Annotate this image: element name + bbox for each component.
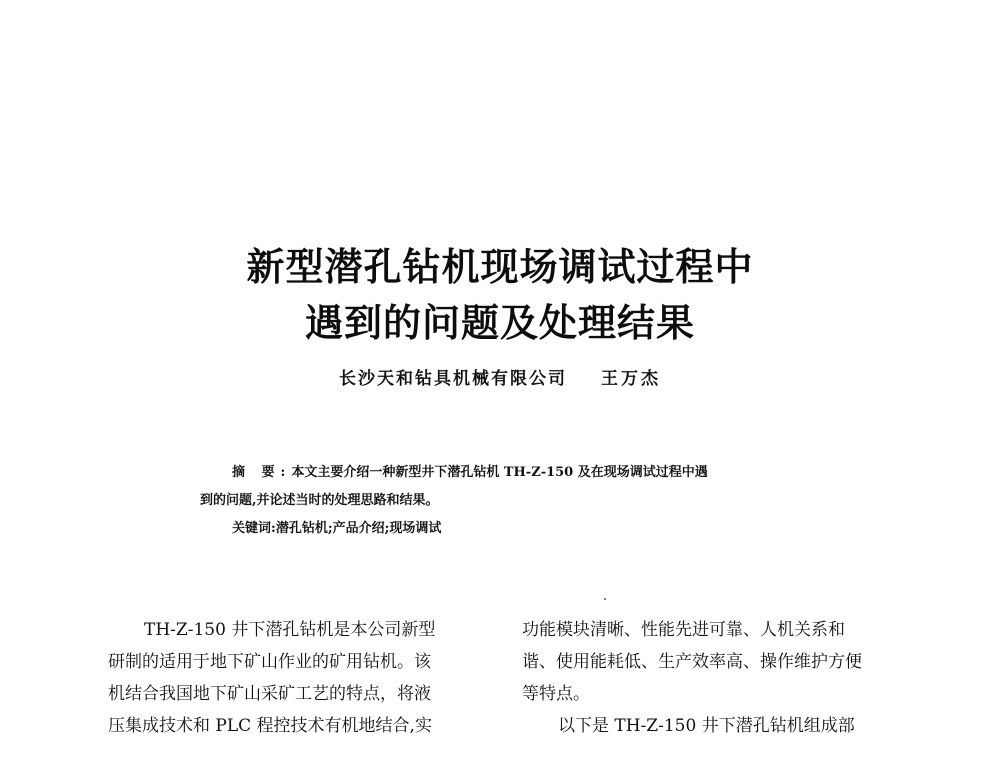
abstract-text-1: 本文主要介绍一种新型井下潜孔钻机 TH-Z-150 及在现场调试过程中遇 xyxy=(291,465,708,480)
body-right-column xyxy=(522,614,908,742)
author-name: 王万杰 xyxy=(600,369,661,389)
body-line: 以下是 TH-Z-150 井下潜孔钻机组成部 xyxy=(558,716,855,736)
body-line: 功能模块清晰、性能先进可靠、人机关系和 xyxy=(522,620,845,640)
abstract-line-2 xyxy=(200,487,820,515)
paper-title-line-1: 新型潜孔钻机现场调试过程中 xyxy=(246,244,754,289)
body-line: TH-Z-150 井下潜孔钻机是本公司新型 xyxy=(144,620,436,640)
body-line: 等特点。 xyxy=(522,684,590,704)
abstract-block xyxy=(200,459,820,543)
body-left-column xyxy=(108,614,494,742)
keywords-text: 潜孔钻机;产品介绍;现场调试 xyxy=(275,521,442,536)
body-line: 研制的适用于地下矿山作业的矿用钻机。该 xyxy=(108,652,431,672)
affiliation: 长沙天和钻具机械有限公司 xyxy=(339,369,568,389)
body-line: 谐、使用能耗低、生产效率高、操作维护方便 xyxy=(522,652,862,672)
paper-title-line-2: 遇到的问题及处理结果 xyxy=(304,300,695,345)
abstract-text-2: 到的问题,并论述当时的处理思路和结果。 xyxy=(200,493,439,508)
keywords-label: 关键词: xyxy=(232,521,276,536)
abstract-label: 摘 要: xyxy=(232,465,292,480)
body-line: 压集成技术和 PLC 程控技术有机地结合,实 xyxy=(108,716,432,736)
body-line: 机结合我国地下矿山采矿工艺的特点，将液 xyxy=(108,684,431,704)
keywords-line xyxy=(200,515,820,543)
byline xyxy=(0,364,1000,389)
abstract-line-1 xyxy=(200,459,820,487)
speck-mark xyxy=(604,598,606,600)
